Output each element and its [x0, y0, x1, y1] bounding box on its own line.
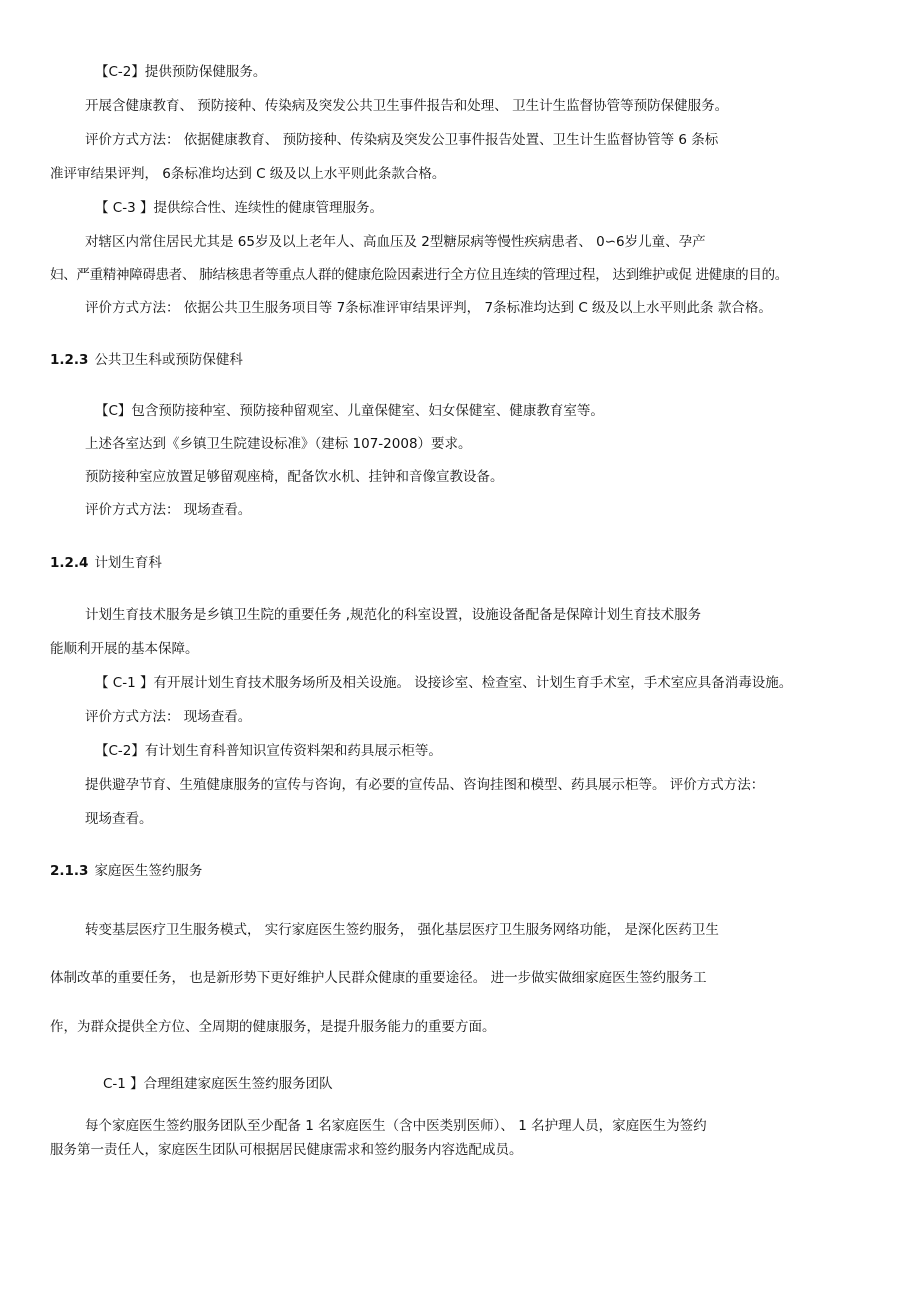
paragraph-line: 妇、严重精神障碍患者、 肺结核患者等重点人群的健康危险因素进行全方位且连续的管理过程， 达到维护或促 进健康的目的。	[50, 267, 788, 283]
clause-c1-heading: C-1 】合理组建家庭医生签约服务团队	[103, 1076, 333, 1092]
paragraph-line: 提供避孕节育、生殖健康服务的宣传与咨询，有必要的宣传品、咨询挂图和模型、药具展示柜等。 评价方式方法：	[85, 777, 765, 793]
section-title: 公共卫生科或预防保健科	[94, 352, 243, 368]
paragraph-line: 上述各室达到《乡镇卫生院建设标准》（建标 107-2008）要求。	[85, 436, 472, 452]
paragraph-line: 现场查看。	[85, 811, 153, 827]
evaluation-method-line: 评价方式方法： 依据健康教育、 预防接种、传染病及突发公卫事件报告处置、卫生计生监督协管等 6 条标	[85, 132, 719, 148]
paragraph-line: 体制改革的重要任务， 也是新形势下更好维护人民群众健康的重要途径。 进一步做实做细家庭医生签约服务工	[50, 970, 707, 986]
paragraph-line: 计划生育技术服务是乡镇卫生院的重要任务 ,规范化的科室设置，设施设备配备是保障计划生育技术服务	[85, 607, 702, 623]
section-number: 1.2.4	[50, 555, 89, 571]
evaluation-method-line: 评价方式方法： 现场查看。	[85, 502, 252, 518]
paragraph-line: 能顺利开展的基本保障。	[50, 641, 199, 657]
section-number: 1.2.3	[50, 352, 89, 368]
clause-c2-heading: 【C-2】提供预防保健服务。	[95, 64, 267, 80]
section-heading-1-2-3	[50, 350, 243, 370]
paragraph-line: 服务第一责任人，家庭医生团队可根据居民健康需求和签约服务内容选配成员。	[50, 1142, 523, 1158]
paragraph-line: 准评审结果评判， 6条标准均达到 C 级及以上水平则此条款合格。	[50, 166, 446, 182]
evaluation-method-line: 评价方式方法： 现场查看。	[85, 709, 252, 725]
section-heading-2-1-3	[50, 861, 202, 881]
clause-c2-heading: 【C-2】有计划生育科普知识宣传资料架和药具展示柜等。	[95, 743, 442, 759]
paragraph-line: 每个家庭医生签约服务团队至少配备 1 名家庭医生（含中医类别医师）、 1 名护理人员，家庭医生为签约	[85, 1118, 707, 1134]
paragraph-line: 对辖区内常住居民尤其是 65岁及以上老年人、高血压及 2型糖尿病等慢性疾病患者、 0∽6岁儿童、孕产	[85, 234, 706, 250]
section-title: 家庭医生签约服务	[94, 863, 203, 879]
section-title: 计划生育科	[94, 555, 162, 571]
clause-c-heading: 【C】包含预防接种室、预防接种留观室、儿童保健室、妇女保健室、健康教育室等。	[95, 403, 604, 419]
evaluation-method-line: 评价方式方法： 依据公共卫生服务项目等 7条标准评审结果评判， 7条标准均达到 C 级及以上水平则此条 款合格。	[85, 300, 772, 316]
paragraph-line: 预防接种室应放置足够留观座椅，配备饮水机、挂钟和音像宣教设备。	[85, 469, 504, 485]
paragraph-line: 开展含健康教育、 预防接种、传染病及突发公共卫生事件报告和处理、 卫生计生监督协管等预防保健服务。	[85, 98, 729, 114]
paragraph-line: 作，为群众提供全方位、全周期的健康服务，是提升服务能力的重要方面。	[50, 1019, 496, 1035]
section-number: 2.1.3	[50, 863, 89, 879]
clause-c3-heading: 【 C-3 】提供综合性、连续性的健康管理服务。	[95, 200, 383, 216]
clause-c1-heading: 【 C-1 】有开展计划生育技术服务场所及相关设施。 设接诊室、检查室、计划生育手术室，手术室应具备消毒设施。	[95, 675, 793, 691]
paragraph-line: 转变基层医疗卫生服务模式， 实行家庭医生签约服务， 强化基层医疗卫生服务网络功能， 是深化医药卫生	[85, 922, 719, 938]
section-heading-1-2-4	[50, 553, 162, 573]
